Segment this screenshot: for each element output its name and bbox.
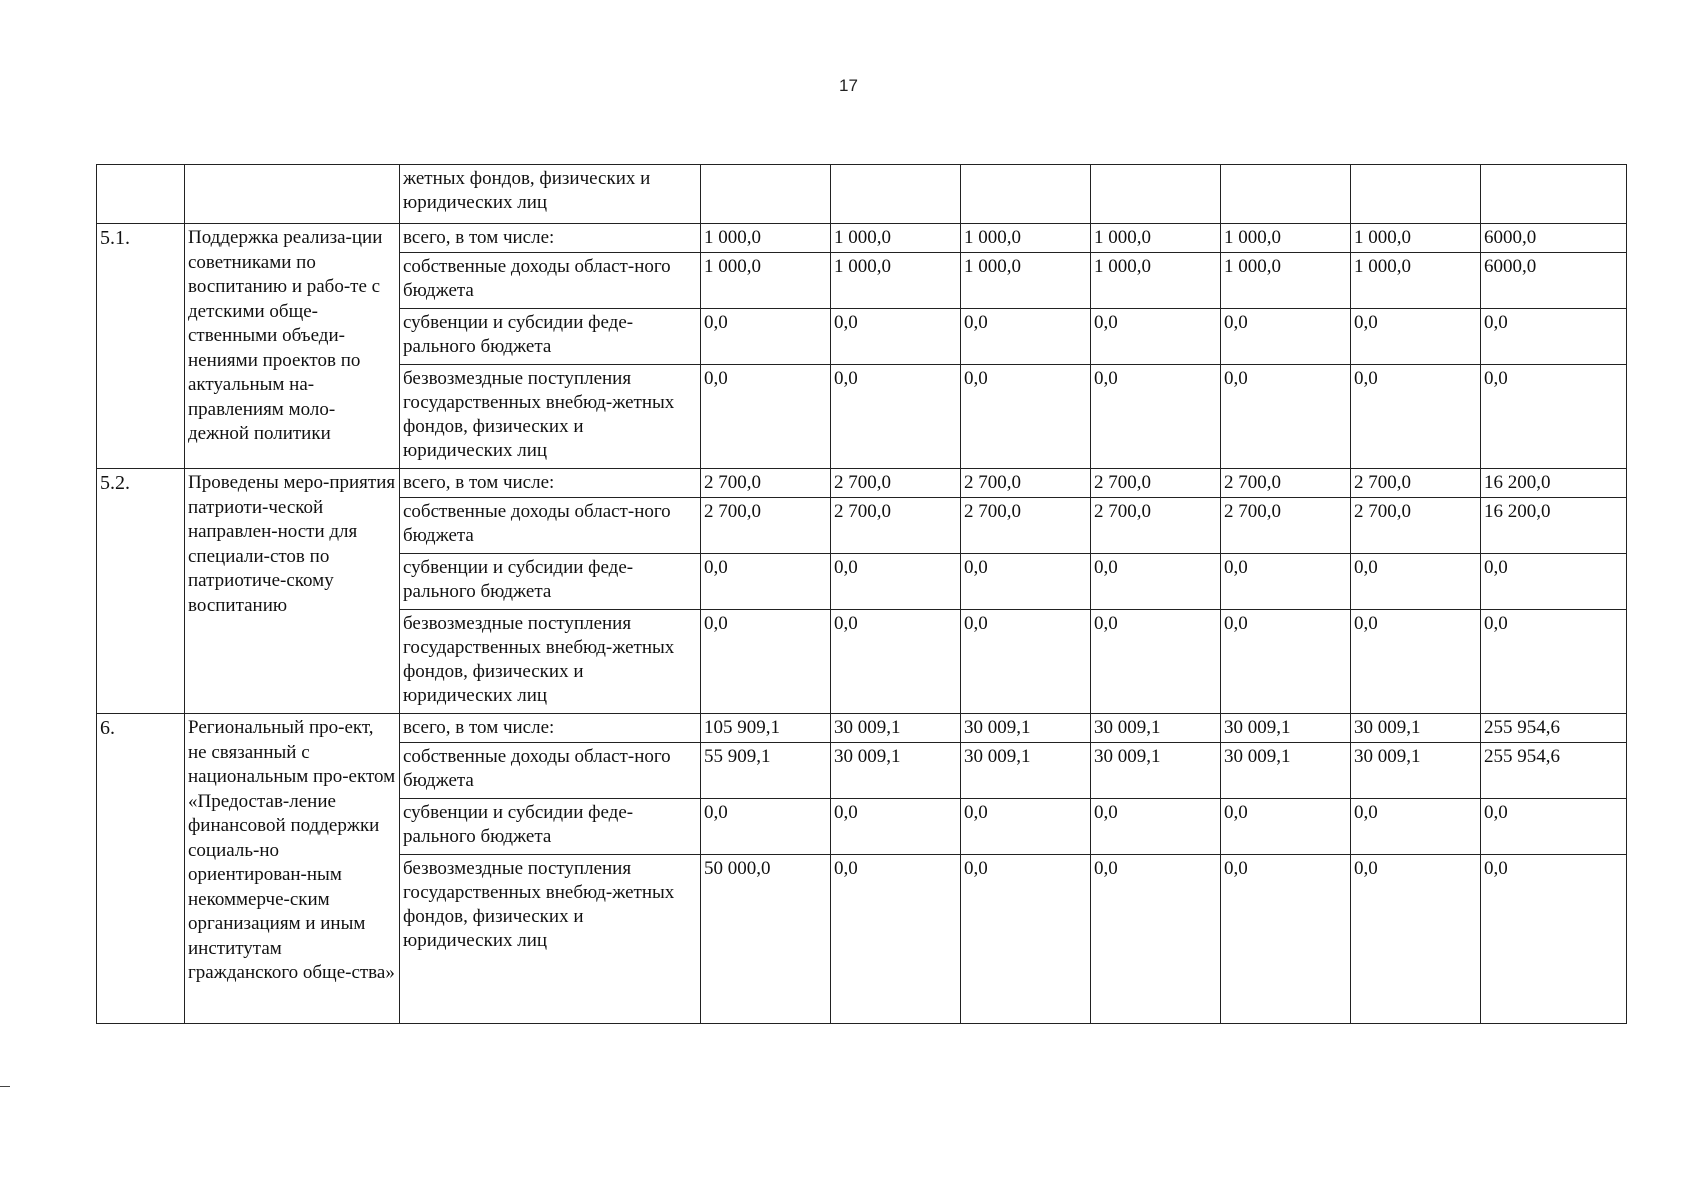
value-cell: 0,0: [831, 610, 961, 714]
value-cell: 2 700,0: [701, 498, 831, 554]
value-cell: 2 700,0: [1351, 469, 1481, 498]
total-value-cell: 0,0: [1481, 554, 1627, 610]
value-cell: 0,0: [831, 855, 961, 1024]
value-cell: 2 700,0: [961, 498, 1091, 554]
total-value-cell: [1481, 165, 1627, 224]
value-cell: 30 009,1: [961, 714, 1091, 743]
total-value-cell: 0,0: [1481, 365, 1627, 469]
value-cell: 0,0: [1351, 610, 1481, 714]
value-cell: [831, 165, 961, 224]
value-cell: 2 700,0: [1091, 498, 1221, 554]
value-cell: 30 009,1: [1091, 714, 1221, 743]
table-row: [97, 714, 1627, 743]
value-cell: 2 700,0: [1221, 498, 1351, 554]
value-cell: 105 909,1: [701, 714, 831, 743]
value-cell: 0,0: [831, 309, 961, 365]
value-cell: 0,0: [961, 799, 1091, 855]
total-value-cell: 6000,0: [1481, 253, 1627, 309]
value-cell: 55 909,1: [701, 743, 831, 799]
measure-name-cell: Проведены меро-приятия патриоти-ческой направлен-ности для специали-стов по патриотиче-скому воспитанию: [185, 469, 400, 714]
funding-source-cell: субвенции и субсидии феде-рального бюджета: [400, 554, 701, 610]
value-cell: 30 009,1: [1351, 743, 1481, 799]
value-cell: 0,0: [831, 799, 961, 855]
value-cell: 30 009,1: [1221, 743, 1351, 799]
value-cell: 0,0: [1351, 365, 1481, 469]
row-number-cell: 6.: [97, 714, 185, 1024]
value-cell: 1 000,0: [831, 253, 961, 309]
row-number-cell: [97, 165, 185, 224]
value-cell: 0,0: [701, 610, 831, 714]
row-number-cell: 5.2.: [97, 469, 185, 714]
value-cell: 2 700,0: [1221, 469, 1351, 498]
value-cell: 0,0: [1091, 309, 1221, 365]
value-cell: 1 000,0: [831, 224, 961, 253]
total-value-cell: 16 200,0: [1481, 469, 1627, 498]
table-row: [97, 469, 1627, 498]
value-cell: 0,0: [1091, 365, 1221, 469]
funding-source-cell: безвозмездные поступления государственных внебюд-жетных фондов, физических и юридических лиц: [400, 855, 701, 1024]
value-cell: 30 009,1: [961, 743, 1091, 799]
value-cell: 2 700,0: [961, 469, 1091, 498]
funding-source-cell: субвенции и субсидии феде-рального бюджета: [400, 309, 701, 365]
measure-name-cell: Региональный про-ект, не связанный с национальным про-ектом «Предостав-ление финансовой поддержки социаль-но ориентирован-ным некоммерче-ским организациям и иным институтам гражданского обще-ства»: [185, 714, 400, 1024]
value-cell: 0,0: [1221, 554, 1351, 610]
value-cell: [961, 165, 1091, 224]
measure-name-cell: Поддержка реализа-ции советниками по воспитанию и рабо-те с детскими обще-ственными объеди-нениями проектов по актуальным на-правлениям моло-дежной политики: [185, 224, 400, 469]
value-cell: 0,0: [1221, 799, 1351, 855]
margin-mark: [0, 1086, 10, 1087]
value-cell: 0,0: [961, 855, 1091, 1024]
budget-table: [96, 164, 1627, 1024]
value-cell: 30 009,1: [831, 714, 961, 743]
measure-name-cell: [185, 165, 400, 224]
table-row: [97, 224, 1627, 253]
value-cell: 2 700,0: [1091, 469, 1221, 498]
total-value-cell: 0,0: [1481, 309, 1627, 365]
total-value-cell: 0,0: [1481, 855, 1627, 1024]
value-cell: 1 000,0: [961, 224, 1091, 253]
funding-source-cell: всего, в том числе:: [400, 714, 701, 743]
value-cell: 0,0: [1091, 610, 1221, 714]
value-cell: 2 700,0: [831, 469, 961, 498]
value-cell: 2 700,0: [831, 498, 961, 554]
total-value-cell: 255 954,6: [1481, 743, 1627, 799]
value-cell: 0,0: [1091, 855, 1221, 1024]
funding-source-cell: собственные доходы област-ного бюджета: [400, 743, 701, 799]
total-value-cell: 0,0: [1481, 799, 1627, 855]
value-cell: 0,0: [1351, 799, 1481, 855]
total-value-cell: 16 200,0: [1481, 498, 1627, 554]
value-cell: 0,0: [831, 365, 961, 469]
value-cell: 0,0: [1351, 309, 1481, 365]
value-cell: 0,0: [701, 799, 831, 855]
value-cell: 0,0: [1221, 855, 1351, 1024]
funding-source-cell: собственные доходы област-ного бюджета: [400, 498, 701, 554]
funding-source-cell: безвозмездные поступления государственных внебюд-жетных фондов, физических и юридических лиц: [400, 365, 701, 469]
value-cell: 0,0: [961, 365, 1091, 469]
value-cell: 0,0: [1091, 799, 1221, 855]
value-cell: 0,0: [1221, 365, 1351, 469]
funding-source-cell: всего, в том числе:: [400, 469, 701, 498]
value-cell: 0,0: [1351, 855, 1481, 1024]
value-cell: 0,0: [1091, 554, 1221, 610]
value-cell: 30 009,1: [1221, 714, 1351, 743]
value-cell: 2 700,0: [701, 469, 831, 498]
value-cell: 30 009,1: [831, 743, 961, 799]
total-value-cell: 6000,0: [1481, 224, 1627, 253]
value-cell: 0,0: [1351, 554, 1481, 610]
value-cell: 1 000,0: [1351, 224, 1481, 253]
row-number-cell: 5.1.: [97, 224, 185, 469]
value-cell: 1 000,0: [961, 253, 1091, 309]
funding-source-cell: субвенции и субсидии феде-рального бюджета: [400, 799, 701, 855]
value-cell: 1 000,0: [1091, 224, 1221, 253]
value-cell: 1 000,0: [1351, 253, 1481, 309]
value-cell: 30 009,1: [1091, 743, 1221, 799]
total-value-cell: 0,0: [1481, 610, 1627, 714]
value-cell: 0,0: [961, 610, 1091, 714]
value-cell: 0,0: [701, 554, 831, 610]
value-cell: 1 000,0: [701, 253, 831, 309]
value-cell: 0,0: [701, 309, 831, 365]
value-cell: 50 000,0: [701, 855, 831, 1024]
value-cell: 0,0: [961, 554, 1091, 610]
value-cell: [1351, 165, 1481, 224]
funding-source-cell: жетных фондов, физических и юридических лиц: [400, 165, 701, 224]
total-value-cell: 255 954,6: [1481, 714, 1627, 743]
value-cell: 0,0: [1221, 309, 1351, 365]
continuation-row: [97, 165, 1627, 224]
value-cell: [1221, 165, 1351, 224]
value-cell: 1 000,0: [1221, 224, 1351, 253]
value-cell: [1091, 165, 1221, 224]
value-cell: 1 000,0: [701, 224, 831, 253]
value-cell: 0,0: [961, 309, 1091, 365]
funding-source-cell: всего, в том числе:: [400, 224, 701, 253]
value-cell: 1 000,0: [1221, 253, 1351, 309]
value-cell: 1 000,0: [1091, 253, 1221, 309]
value-cell: 30 009,1: [1351, 714, 1481, 743]
value-cell: [701, 165, 831, 224]
funding-source-cell: безвозмездные поступления государственных внебюд-жетных фондов, физических и юридических лиц: [400, 610, 701, 714]
value-cell: 0,0: [701, 365, 831, 469]
value-cell: 2 700,0: [1351, 498, 1481, 554]
funding-source-cell: собственные доходы област-ного бюджета: [400, 253, 701, 309]
page-number: 17: [839, 76, 858, 95]
value-cell: 0,0: [831, 554, 961, 610]
value-cell: 0,0: [1221, 610, 1351, 714]
